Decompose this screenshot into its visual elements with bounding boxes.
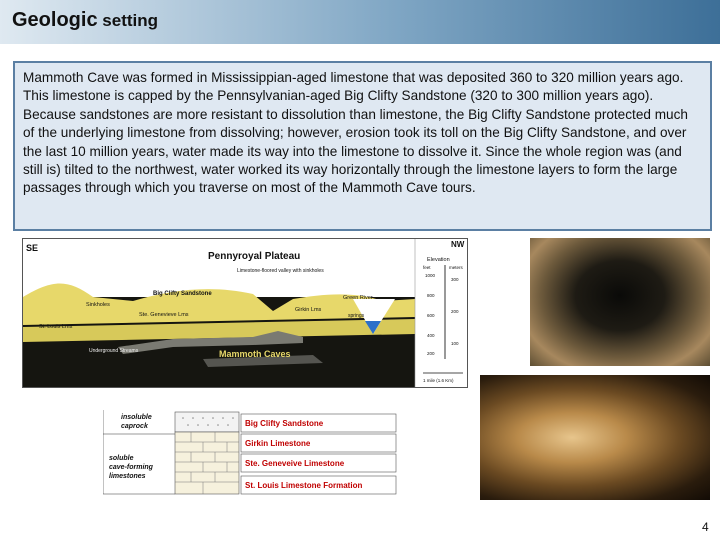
label-springs: springs <box>348 313 365 319</box>
m-tick: 300 <box>451 277 459 282</box>
legend-layer-label: Ste. Geneveive Limestone <box>245 459 345 468</box>
label-green-river: Green River <box>343 295 373 301</box>
label-scale: 1 mile (1.6 Km) <box>423 378 454 383</box>
label-underground-streams: Underground Streams <box>89 348 139 354</box>
legend-layer-label: St. Louis Limestone Formation <box>245 481 363 490</box>
m-tick: 200 <box>451 309 459 314</box>
label-feet: feet <box>423 265 431 270</box>
ft-tick: 800 <box>427 293 435 298</box>
legend-soluble-line1: soluble <box>109 455 134 462</box>
legend-layer-label: Big Clifty Sandstone <box>245 419 324 428</box>
label-nw: NW <box>451 240 465 249</box>
cave-entrance-photo <box>530 238 710 366</box>
body-text-box <box>13 61 712 231</box>
label-meters: meters <box>449 265 463 270</box>
cross-section-svg <box>23 239 468 388</box>
stratigraphic-legend <box>103 410 398 496</box>
slide-title <box>12 9 158 32</box>
cross-section-diagram <box>22 238 468 388</box>
label-ste-genevieve: Ste. Genevieve Lms <box>139 312 189 318</box>
legend-soluble-line3: limestones <box>109 473 146 480</box>
title-bar <box>0 0 720 44</box>
cave-passage-photo <box>480 375 710 500</box>
label-st-louis: St. Louis Lms <box>39 324 73 330</box>
page-number: 4 <box>702 520 709 534</box>
slide-title-bold: Geologic <box>12 9 98 31</box>
body-paragraph: Mammoth Cave was formed in Mississippian-aged limestone that was deposited 360 to 320 million years ago. This limestone is capped by the Pennsylvanian-aged Big Clifty Sandstone (320 to 300 million years ago). Because sandstones are more resistant to dissolution than limestone, the Big Clifty Sandstone protected much of the underlying limestone from dissolving; however, erosion took its toll on the Big Clifty Sandstone, and over the last 10 million years, water made its way into the limestone to dissolve it. Since the whole region was (and still is) tilted to the northwest, water worked its way horizontally through the limestone layers to form the large passages through which you traverse on most of the Mammoth Cave tours. <box>23 70 688 196</box>
ft-tick: 200 <box>427 351 435 356</box>
label-sinkholes: Sinkholes <box>86 302 110 308</box>
ft-tick: 600 <box>427 313 435 318</box>
legend-insoluble-line2: caprock <box>121 423 148 430</box>
m-tick: 100 <box>451 341 459 346</box>
legend-svg <box>103 410 398 496</box>
label-girkin: Girkin Lms <box>295 307 322 313</box>
label-se: SE <box>26 243 39 253</box>
legend-insoluble-line1: insoluble <box>121 414 152 421</box>
ft-tick: 400 <box>427 333 435 338</box>
label-big-clifty: Big Clifty Sandstone <box>153 291 212 297</box>
slide-title-rest: setting <box>97 11 159 30</box>
label-plateau: Pennyroyal Plateau <box>208 251 301 262</box>
ft-tick: 1000 <box>425 273 436 278</box>
legend-layer-label: Girkin Limestone <box>245 439 311 448</box>
label-valley-note: Limestone-floored valley with sinkholes <box>237 268 324 274</box>
legend-soluble-line2: cave-forming <box>109 464 153 471</box>
label-mammoth-caves: Mammoth Caves <box>219 349 291 359</box>
label-elevation: Elevation <box>427 257 450 263</box>
